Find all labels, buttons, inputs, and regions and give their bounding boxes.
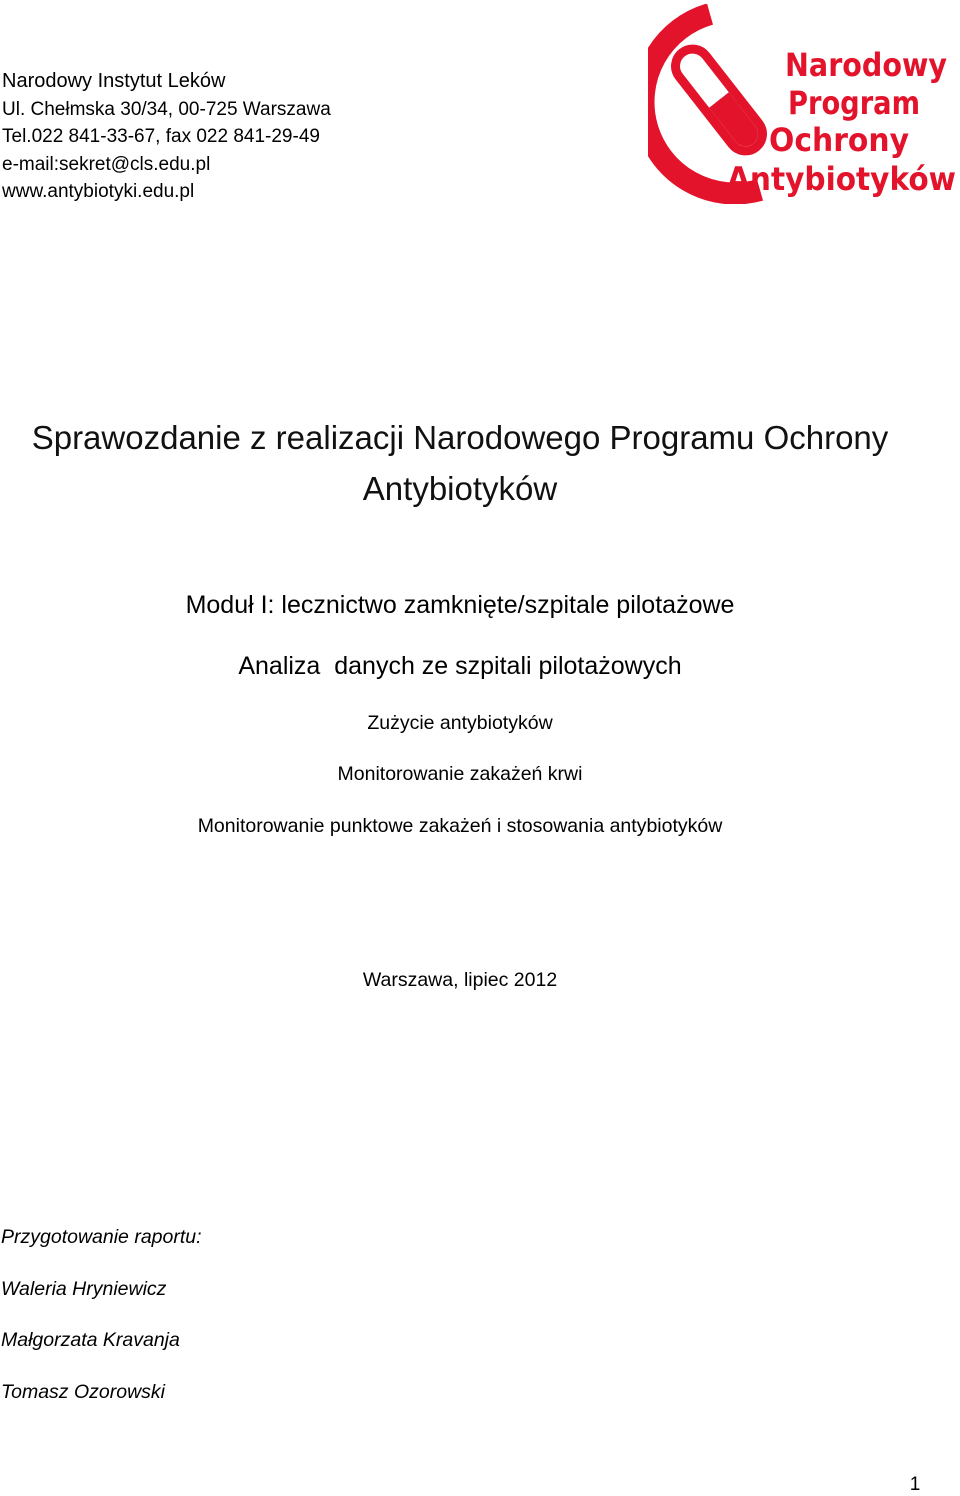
report-title-line1: Sprawozdanie z realizacji Narodowego Programu Ochrony (31, 419, 889, 456)
pill-icon (669, 42, 770, 157)
program-logo (648, 4, 960, 204)
analysis-heading: Analiza danych ze szpitali pilotażowych (238, 652, 682, 680)
page-number: 1 (909, 1474, 921, 1495)
topic-item: Zużycie antybiotyków (367, 712, 553, 734)
authors-heading: Przygotowanie raportu: (1, 1226, 202, 1248)
topic-item: Monitorowanie zakażeń krwi (337, 763, 583, 785)
logo-text-line3: Ochrony (769, 121, 910, 159)
report-title-line2: Antybiotyków (362, 470, 558, 507)
logo-text-line1: Narodowy (785, 46, 948, 84)
authors-section (1, 1223, 202, 1429)
topic-item: Monitorowanie punktowe zakażeń i stosowania antybiotyków (197, 815, 723, 837)
author-name: Waleria Hryniewicz (1, 1277, 167, 1300)
website-line: www.antybiotyki.edu.pl (2, 181, 195, 202)
organization-name: Narodowy Instytut Leków (2, 70, 226, 92)
phone-line: Tel.022 841-33-67, fax 022 841-29-49 (2, 126, 320, 147)
address-line: Ul. Chełmska 30/34, 00-725 Warszawa (2, 98, 331, 120)
logo-text-line2: Program (788, 84, 920, 122)
author-name: Małgorzata Kravanja (1, 1329, 180, 1351)
report-title (0, 412, 920, 514)
contact-header (2, 68, 602, 206)
email-line: e-mail:sekret@cls.edu.pl (2, 153, 211, 175)
author-name: Tomasz Ozorowski (1, 1380, 165, 1403)
module-heading: Moduł I: lecznictwo zamknięte/szpitale pilotażowe (185, 591, 735, 619)
logo-text-line4: Antybiotyków (727, 160, 956, 198)
place-and-date: Warszawa, lipiec 2012 (362, 969, 558, 991)
